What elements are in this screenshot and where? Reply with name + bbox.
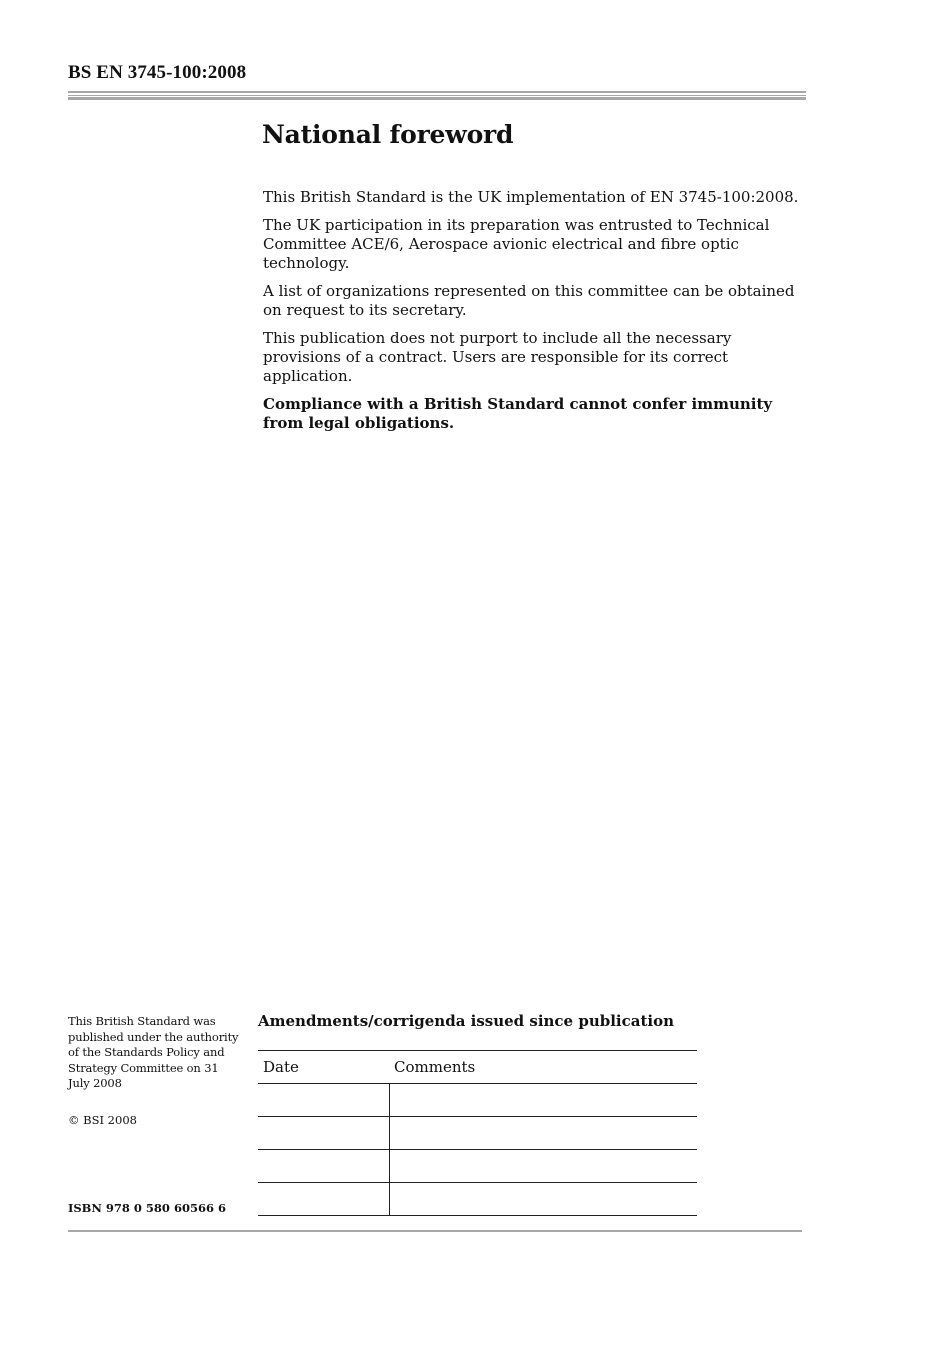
header-divider (68, 91, 806, 100)
date-cell (258, 1150, 389, 1183)
comments-cell (389, 1084, 697, 1117)
page-title: National foreword (262, 120, 514, 149)
foreword-body (263, 188, 803, 442)
paragraph-organizations: A list of organizations represented on this committee can be obtained on request to its secretary. (263, 282, 795, 319)
paragraph-implementation: This British Standard is the UK implementation of EN 3745-100:2008. (263, 188, 799, 206)
date-cell (258, 1183, 389, 1216)
amendments-title: Amendments/corrigenda issued since publication (258, 1012, 674, 1030)
date-cell (258, 1117, 389, 1150)
column-header-date: Date (258, 1051, 389, 1084)
comments-cell (389, 1117, 697, 1150)
table-row (258, 1117, 697, 1150)
isbn: ISBN 978 0 580 60566 6 (68, 1201, 226, 1215)
paragraph-provisions: This publication does not purport to include all the necessary provisions of a contract. Users are responsible for its correct application. (263, 329, 732, 385)
amendments-table (258, 1050, 697, 1216)
table-row (258, 1183, 697, 1216)
document-id: BS EN 3745-100:2008 (68, 62, 247, 83)
date-cell (258, 1084, 389, 1117)
column-header-comments: Comments (389, 1051, 697, 1084)
footer-divider (68, 1230, 802, 1232)
comments-cell (389, 1183, 697, 1216)
publication-note: This British Standard was published under the authority of the Standards Policy and Strategy Committee on 31 July 2008 (68, 1014, 239, 1090)
comments-cell (389, 1150, 697, 1183)
table-header-row (258, 1051, 697, 1084)
paragraph-participation: The UK participation in its preparation was entrusted to Technical Committee ACE/6, Aerospace avionic electrical and fibre optic technology. (263, 216, 770, 272)
table-row (258, 1084, 697, 1117)
compliance-notice: Compliance with a British Standard cannot confer immunity from legal obligations. (263, 395, 773, 432)
table-row (258, 1150, 697, 1183)
copyright-notice: © BSI 2008 (68, 1113, 137, 1127)
